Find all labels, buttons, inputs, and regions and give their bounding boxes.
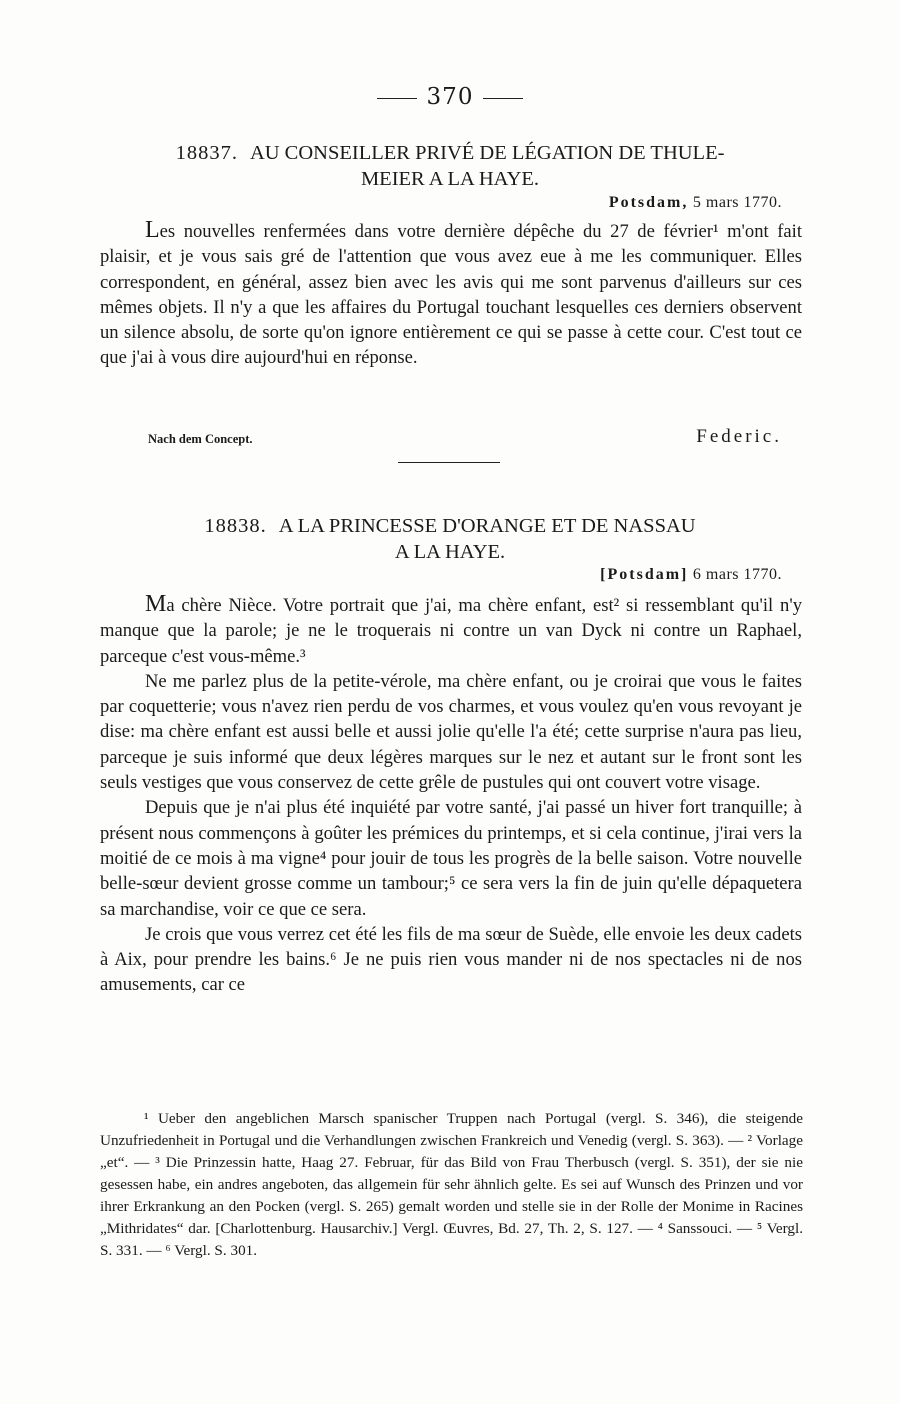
letter2-title-line1: A LA PRINCESSE D'ORANGE ET DE NASSAU (278, 515, 696, 537)
letter2-paragraph-3: Depuis que je n'ai plus été inquiété par votre santé, j'ai passé un hiver fort tranquille; à présent nous commençons à goûter les prémices du printemps, et si cela continue, j'irai vers la moitié de ce mois à ma vigne⁴ pour jouir de tous les progrès de la belle saison. Votre nouvelle belle-sœur devient grosse comme un tambour;⁵ ce sera vers la fin de juin qu'elle dépaquetera sa marchandise, voir ce que ce sera. (100, 797, 802, 920)
letter1-heading-line1 (100, 140, 800, 166)
letter1-initial: L (145, 217, 160, 243)
letter1-title-line1: AU CONSEILLER PRIVÉ DE LÉGATION DE THULE- (249, 142, 725, 164)
letter2-place: [Potsdam] (600, 566, 689, 583)
letter2-dateline (600, 566, 782, 584)
page-number: 370 (426, 84, 474, 110)
letter2-heading-line1 (100, 513, 800, 539)
letter1-paragraph (100, 218, 802, 371)
dash-right (483, 98, 523, 99)
page-number-line (0, 84, 900, 110)
letter1-date: 5 mars 1770. (692, 194, 782, 211)
letter1-source: Nach dem Concept. (148, 432, 253, 446)
letter2-date: 6 mars 1770. (692, 566, 782, 583)
dash-left (377, 98, 417, 99)
footnotes (100, 1108, 803, 1262)
letter1-title-line2: MEIER A LA HAYE. (360, 168, 540, 190)
section-divider (398, 462, 500, 463)
letter2-paragraph-1 (100, 592, 802, 669)
letter2-heading (100, 513, 800, 565)
letter1-dateline (609, 194, 782, 212)
letter1-heading (100, 140, 800, 192)
letter1-paragraph-text: es nouvelles renfermées dans votre dernière dépêche du 27 de février¹ m'ont fait plaisir, et je vous sais gré de l'attention que vous avez eue à me les communiquer. Elles correspondent, en général, assez bien avec les avis qui me sont parvenus d'ailleurs sur ces mêmes objets. Il n'y a que les affaires du Portugal touchant lesquelles ces derniers observent un silence absolu, de sorte qu'on ignore entièrement ce qui se passe à cette cour. C'est tout ce que j'ai à vous dire aujourd'hui en réponse. (100, 221, 802, 369)
letter1-signature: Federic. (696, 426, 782, 447)
letter1-number: 18837. (175, 142, 238, 164)
letter2-body (100, 592, 802, 998)
footnotes-text: ¹ Ueber den angeblichen Marsch spanischer Truppen nach Portugal (vergl. S. 346), die steigende Unzufriedenheit in Portugal und die Verhandlungen zwischen Frankreich und Venedig (vergl. S. 363). — ² Vorlage „et“. — ³ Die Prinzessin hatte, Haag 27. Februar, für das Bild von Frau Therbusch (vergl. S. 351), der sie nie gesessen habe, ein andres angeboten, das allgemein für sehr ähnlich gelte. Es sei auf Wunsch des Prinzen und vor ihrer Erkrankung an den Pocken (vergl. S. 265) gemalt worden und stelle sie in der Rolle der Monime in Racines „Mithridates“ dar. [Charlottenburg. Hausarchiv.] Vergl. Œuvres, Bd. 27, Th. 2, S. 127. — ⁴ Sanssouci. — ⁵ Vergl. S. 331. — ⁶ Vergl. S. 301. (100, 1110, 803, 1259)
letter2-initial: M (145, 591, 167, 617)
letter1-place: Potsdam, (608, 194, 689, 211)
letter1-body (100, 218, 802, 371)
letter2-paragraph-4: Je crois que vous verrez cet été les fils de ma sœur de Suède, elle envoie les deux cadets à Aix, pour prendre les bains.⁶ Je ne puis rien vous mander ni de nos spectacles ni de nos amusements, car ce (100, 923, 802, 996)
letter2-title-line2: A LA HAYE. (394, 541, 506, 563)
letter2-number: 18838. (204, 515, 267, 537)
letter2-p1-text: a chère Nièce. Votre portrait que j'ai, ma chère enfant, est² si ressemblant qu'il n'y manque que la parole; je ne le troquerais ni contre un van Dyck ni contre un Raphael, parceque c'est vous-même.³ (100, 595, 802, 667)
letter2-paragraph-2: Ne me parlez plus de la petite-vérole, ma chère enfant, ou je croirai que vous le faites par coquetterie; vous n'avez rien perdu de vos charmes, et vous voulez qu'en vous revoyant je dise: ma chère enfant est aussi belle et aussi jolie qu'elle l'a été; cette surprise n'aura pas lieu, parceque je suis informé que deux légères marques sur le nez et autant sur le front sont les seuls vestiges que vous conservez de cette grêle de pustules qui ont couvert votre visage. (100, 670, 802, 794)
